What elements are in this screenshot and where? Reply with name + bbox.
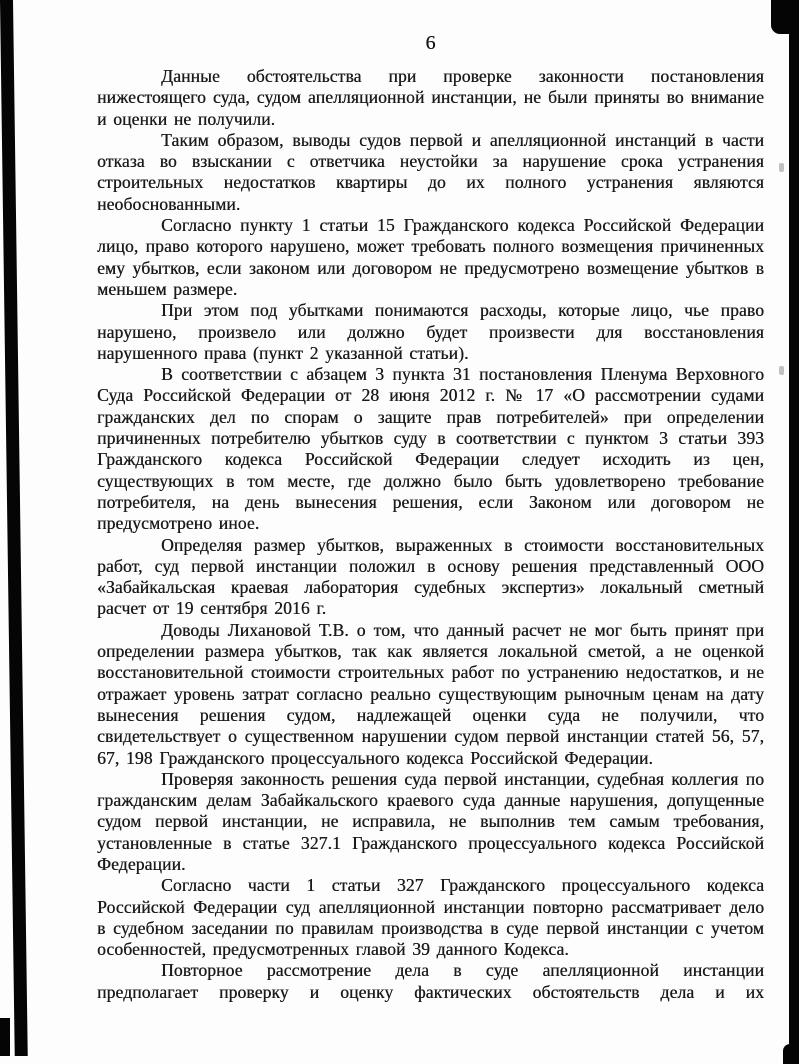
scan-edge-left-foot [0, 1018, 10, 1056]
scan-edge-left-bar [0, 0, 28, 1056]
paragraph-facts-not-considered: Данные обстоятельства при проверке законности постановления нижестоящего суда, судом апелляционной инстанции, не были приняты во внимание и оценки не получили. [97, 66, 764, 129]
scan-edge-bottom-right-patch [783, 1044, 799, 1064]
paragraph-article-15-civil-code: Согласно пункту 1 статьи 15 Гражданского кодекса Российской Федерации лицо, право которого нарушено, может требовать полного возмещения причиненных ему убытков, если законом или договором не предусмотрено возмещение убытков в меньшем размере. [97, 215, 764, 299]
scan-speck [779, 163, 784, 172]
paragraph-plenum-resolution-17: В соответствии с абзацем 3 пункта 31 постановления Пленума Верховного Суда Российской Федерации от 28 июня 2012 г. № 17 «О рассмотрении судами гражданских дел по спорам о защите прав потребителей» при определении причиненных потребителю убытков суду в соответствии с пунктом 3 статьи 393 Гражданского кодекса Российской Федерации следует исходить из цен, существующих в том месте, где должно было быть удовлетворено требование потребителя, на день вынесения решения, если Законом или договором не предусмотрено иное. [97, 364, 764, 534]
paragraph-losses-definition: При этом под убытками понимаются расходы, которые лицо, чье право нарушено, произвело или должно будет произвести для восстановления нарушенного права (пункт 2 указанной статьи). [97, 300, 764, 363]
paragraph-appeal-court-failure: Проверяя законность решения суда первой инстанции, судебная коллегия по гражданским делам Забайкальского краевого суда данные нарушения, допущенные судом первой инстанции, не исправила, не выполнив тем самым требования, установленные в статье 327.1 Гражданского процессуального кодекса Российской Федерации. [97, 768, 764, 874]
paragraph-repeat-review: Повторное рассмотрение дела в суде апелляционной инстанции предполагает проверку и оценку фактических обстоятельств дела и их [97, 960, 764, 1002]
scan-edge-top-right-patch [771, 0, 799, 34]
scan-edge-right-bar [789, 0, 799, 1064]
paragraph-article-327: Согласно части 1 статьи 327 Гражданского процессуального кодекса Российской Федерации суд апелляционной инстанции повторно рассматривает дело в судебном заседании по правилам производства в суде первой инстанции с учетом особенностей, предусмотренных главой 39 данного Кодекса. [97, 875, 764, 960]
paragraph-cost-estimate-basis: Определяя размер убытков, выраженных в стоимости восстановительных работ, суд первой инстанции положил в основу решения представленный ООО «Забайкальская краевая лаборатория судебных экспертиз» локальный сметный расчет от 19 сентября 2016 г. [97, 534, 764, 619]
scan-speck [779, 366, 784, 375]
page-number: 6 [425, 32, 436, 54]
paragraph-conclusions-unfounded: Таким образом, выводы судов первой и апелляционной инстанций в части отказа во взыскании с ответчика неустойки за нарушение срока устранения строительных недостатков квартиры до их полного устранения являются необоснованными. [97, 129, 764, 214]
document-body [97, 66, 764, 1003]
paragraph-likhanova-arguments: Доводы Лихановой Т.В. о том, что данный расчет не мог быть принят при определении размера убытков, так как является локальной сметой, а не оценкой восстановительной стоимости строительных работ по устранению недостатков, и не отражает уровень затрат согласно реально существующим рыночным ценам на дату вынесения решения судом, надлежащей оценки суда не получили, что свидетельствует о существенном нарушении судом первой инстанции статей 56, 57, 67, 198 Гражданского процессуального кодекса Российской Федерации. [97, 619, 764, 768]
